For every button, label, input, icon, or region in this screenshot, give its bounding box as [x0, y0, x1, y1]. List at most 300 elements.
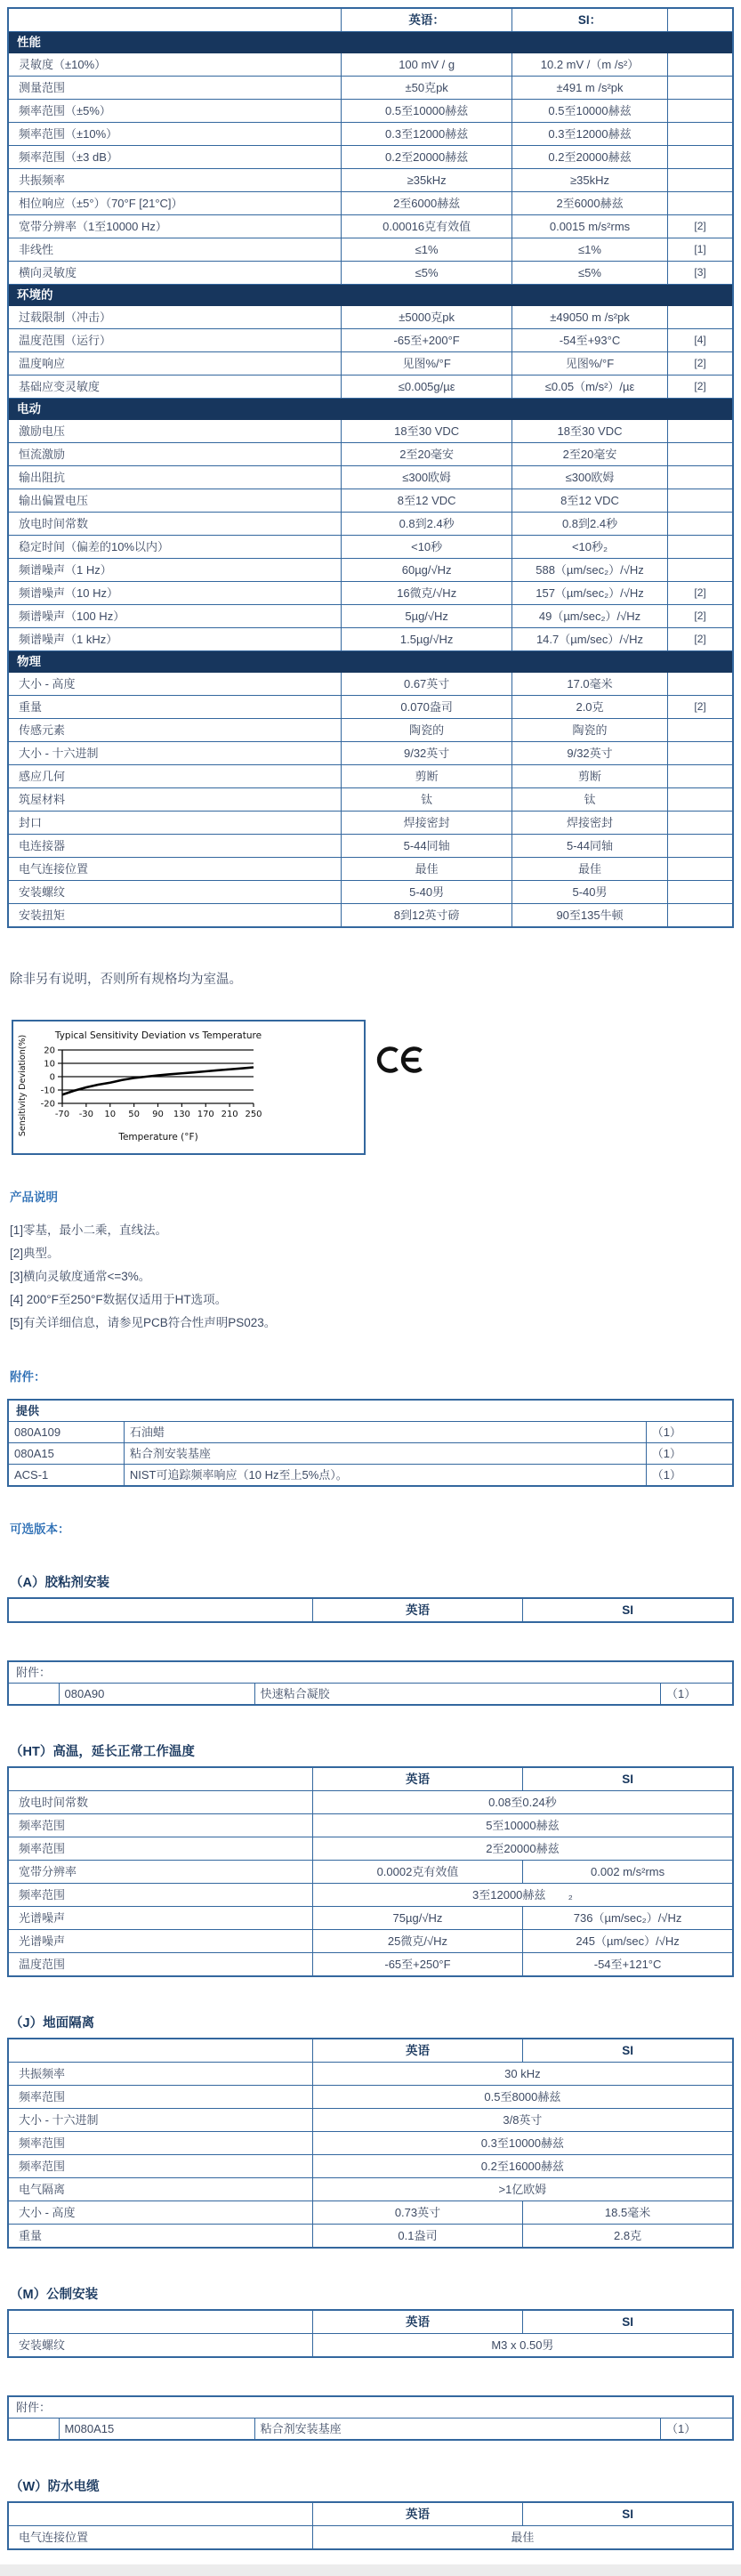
product-notes-list [10, 1219, 734, 1335]
spec-si-cell: <10秒₂ [511, 536, 667, 559]
spec-row [8, 812, 733, 835]
spec-si-cell: 0.002 m/s²rms [523, 1861, 733, 1884]
spec-en-cell: 8至12 VDC [342, 489, 512, 513]
spec-note-cell [668, 559, 733, 582]
spec-si-cell: ≥35kHz [511, 169, 667, 192]
spec-label-cell: 大小 - 高度 [8, 2201, 312, 2225]
chart-x-tick-label: 50 [128, 1110, 140, 1119]
acc-model-cell: 080A109 [8, 1422, 124, 1443]
spec-en-cell: 60µg/√Hz [342, 559, 512, 582]
spec-row [8, 2155, 733, 2178]
temperature-chart [12, 1020, 366, 1155]
acc-header-label: 附件： [8, 2396, 733, 2419]
chart-y-tick-label: -10 [40, 1086, 55, 1096]
spec-si-cell: 18.5毫米 [523, 2201, 733, 2225]
spec-en-cell: 0.1盎司 [312, 2225, 522, 2249]
spec-en-cell: 2至6000赫兹 [342, 192, 512, 215]
spec-en-cell: 0.0002克有效值 [312, 1861, 522, 1884]
spec-label-cell: 频谱噪声（100 Hz） [8, 605, 342, 628]
col-header-si: SI [523, 1598, 733, 1622]
spec-en-cell: 焊接密封 [342, 812, 512, 835]
spec-row [8, 628, 733, 651]
spec-row [8, 2109, 733, 2132]
option-accessories-table-M [7, 2395, 734, 2441]
spec-label-cell: 宽带分辨率 [8, 1861, 312, 1884]
spec-si-cell: -54至+93°C [511, 329, 667, 352]
chart-x-tick-label: 130 [173, 1110, 190, 1119]
spec-note-cell [668, 306, 733, 329]
ce-letter-e [403, 1049, 421, 1071]
column-header-row [8, 1767, 733, 1791]
spec-en-cell: 0.67英寸 [342, 673, 512, 696]
spec-value-cell: 2至20000赫兹 [312, 1837, 733, 1861]
spec-value-cell: 5至10000赫兹 [312, 1814, 733, 1837]
spec-si-cell: 剪断 [511, 765, 667, 788]
col-header-english: 英语 [312, 2039, 522, 2063]
section-band-label: 性能 [8, 32, 733, 53]
spec-en-cell: 见图%/°F [342, 352, 512, 375]
spec-row [8, 420, 733, 443]
spec-note-cell [668, 77, 733, 100]
spec-row [8, 2225, 733, 2249]
spec-label-cell: 温度范围（运行） [8, 329, 342, 352]
spec-label-cell: 电连接器 [8, 835, 342, 858]
chart-y-label: Sensitivity Deviation(%) [18, 1034, 28, 1137]
spec-note-cell [668, 192, 733, 215]
spec-label-cell: 基础应变灵敏度 [8, 375, 342, 399]
acc-qty-cell: （1） [646, 1465, 733, 1487]
spec-row [8, 1907, 733, 1930]
spec-row [8, 443, 733, 466]
spec-note-cell [668, 788, 733, 812]
col-header-english: 英语： [342, 8, 512, 32]
spec-value-cell: 3至12000赫兹 ₂ [312, 1884, 733, 1907]
spec-note-cell: [2] [668, 628, 733, 651]
spec-note-cell: [3] [668, 262, 733, 285]
spec-si-cell: ≤300欧姆 [511, 466, 667, 489]
spec-row [8, 489, 733, 513]
spec-label-cell: 频率范围（±3 dB） [8, 146, 342, 169]
spec-en-cell: 最佳 [342, 858, 512, 881]
spec-row [8, 329, 733, 352]
chart-x-tick-label: -70 [54, 1110, 70, 1119]
spec-label-cell: 频谱噪声（10 Hz） [8, 582, 342, 605]
spec-si-cell: 49（µm/sec₂）/√Hz [511, 605, 667, 628]
spec-note-cell [668, 100, 733, 123]
spec-si-cell: ≤0.05（m/s²）/µε [511, 375, 667, 399]
spec-note-cell: [2] [668, 215, 733, 238]
spec-si-cell: 见图%/°F [511, 352, 667, 375]
spec-note-cell [668, 146, 733, 169]
acc-model-cell: M080A15 [59, 2419, 254, 2441]
spec-en-cell: 2至20毫安 [342, 443, 512, 466]
spec-en-cell: 16微克/√Hz [342, 582, 512, 605]
col-header-si: SI： [511, 8, 667, 32]
option-title-M: （M）公制安装 [10, 2288, 99, 2302]
spec-note-cell [668, 812, 733, 835]
spec-si-cell: -54至+121°C [523, 1953, 733, 1977]
spec-en-cell: 8到12英寸磅 [342, 904, 512, 928]
spec-note-cell [668, 835, 733, 858]
spec-row [8, 719, 733, 742]
spec-en-cell: ±50克pk [342, 77, 512, 100]
spec-note-cell [668, 513, 733, 536]
spec-row [8, 696, 733, 719]
spec-label-cell: 频率范围 [8, 1814, 312, 1837]
spec-si-cell: 17.0毫米 [511, 673, 667, 696]
spec-si-cell: ≤5% [511, 262, 667, 285]
spec-si-cell: 90至135牛顿 [511, 904, 667, 928]
chart-x-tick-label: 90 [152, 1110, 164, 1119]
spec-note-cell [668, 742, 733, 765]
col-header-si: SI [523, 2310, 733, 2334]
corner-cell [8, 2502, 312, 2526]
spec-si-cell: 245（µm/sec）/√Hz [523, 1930, 733, 1953]
spec-row [8, 1861, 733, 1884]
spec-row [8, 858, 733, 881]
spec-si-cell: 9/32英寸 [511, 742, 667, 765]
spec-en-cell: 0.8到2.4秒 [342, 513, 512, 536]
spec-note-cell [668, 443, 733, 466]
spec-en-cell: 5-44同轴 [342, 835, 512, 858]
spec-si-cell: 157（µm/sec₂）/√Hz [511, 582, 667, 605]
spec-en-cell: ≤5% [342, 262, 512, 285]
spec-value-cell: >1亿欧姆 [312, 2178, 733, 2201]
spec-note-cell [668, 53, 733, 77]
spec-label-cell: 筑屋材料 [8, 788, 342, 812]
acc-desc-cell: 粘合剂安装基座 [124, 1443, 646, 1465]
option-table-A [7, 1597, 734, 1623]
spec-label-cell: 输出偏置电压 [8, 489, 342, 513]
spec-row [8, 262, 733, 285]
supplied-accessories-table [7, 1399, 734, 1487]
spec-row [8, 53, 733, 77]
spec-label-cell: 共振频率 [8, 169, 342, 192]
acc-indent-cell [8, 1684, 59, 1706]
acc-desc-cell: 石油蜡 [124, 1422, 646, 1443]
spec-row [8, 2334, 733, 2358]
spec-en-cell: 0.2至20000赫兹 [342, 146, 512, 169]
spec-en-cell: 0.5至10000赫兹 [342, 100, 512, 123]
spec-row [8, 352, 733, 375]
section-band-label: 环境的 [8, 285, 733, 306]
column-header-row [8, 2310, 733, 2334]
option-section-HT [7, 1741, 734, 1977]
spec-si-cell: 最佳 [511, 858, 667, 881]
spec-si-cell: 0.0015 m/s²rms [511, 215, 667, 238]
spec-label-cell: 电气连接位置 [8, 858, 342, 881]
chart-title: Typical Sensitivity Deviation vs Temperature [54, 1030, 262, 1041]
column-header-row [8, 8, 733, 32]
spec-label-cell: 测量范围 [8, 77, 342, 100]
spec-label-cell: 大小 - 十六进制 [8, 2109, 312, 2132]
spec-row [8, 2063, 733, 2086]
spec-en-cell: 5µg/√Hz [342, 605, 512, 628]
ce-logo [376, 1043, 428, 1077]
note-item: [1]零基，最小二乘，直线法。 [10, 1223, 168, 1237]
acc-desc-cell: 粘合剂安装基座 [254, 2419, 660, 2441]
chart-x-label: Temperature (°F) [118, 1132, 198, 1143]
section-band [8, 285, 733, 306]
spec-label-cell: 感应几何 [8, 765, 342, 788]
corner-cell [8, 8, 342, 32]
note-item: [5]有关详细信息，请参见PCB符合性声明PS023。 [10, 1316, 277, 1329]
options-container [7, 1572, 734, 2550]
spec-row [8, 215, 733, 238]
acc-qty-cell: （1） [646, 1443, 733, 1465]
spec-en-cell: 0.070盎司 [342, 696, 512, 719]
spec-label-cell: 电气连接位置 [8, 2526, 312, 2550]
acc-qty-cell: （1） [646, 1422, 733, 1443]
spec-note-cell: [2] [668, 352, 733, 375]
acc-row [8, 1684, 733, 1706]
spec-value-cell: 30 kHz [312, 2063, 733, 2086]
spec-en-cell: 1.5µg/√Hz [342, 628, 512, 651]
spec-label-cell: 温度响应 [8, 352, 342, 375]
spec-row [8, 2201, 733, 2225]
spec-en-cell: 100 mV / g [342, 53, 512, 77]
acc-qty-cell: （1） [660, 2419, 733, 2441]
section-band [8, 651, 733, 673]
chart-y-tick-label: 20 [44, 1046, 55, 1056]
spec-si-cell: 0.2至20000赫兹 [511, 146, 667, 169]
spec-en-cell: 18至30 VDC [342, 420, 512, 443]
acc-row [8, 1443, 733, 1465]
spec-row [8, 582, 733, 605]
acc-model-cell: 080A90 [59, 1684, 254, 1706]
spec-row [8, 765, 733, 788]
chart-x-tick-label: 210 [221, 1110, 238, 1119]
note-item: [3]横向灵敏度通常<=3%。 [10, 1270, 151, 1283]
spec-note-cell [668, 858, 733, 881]
chart-x-tick-label: 10 [104, 1110, 117, 1119]
spec-value-cell: 最佳 [312, 2526, 733, 2550]
col-header-si: SI [523, 2502, 733, 2526]
spec-note-cell [668, 169, 733, 192]
spec-si-cell: 0.5至10000赫兹 [511, 100, 667, 123]
spec-label-cell: 传感元素 [8, 719, 342, 742]
spec-label-cell: 温度范围 [8, 1953, 312, 1977]
option-section-M [7, 2284, 734, 2441]
spec-value-cell: 0.2至16000赫兹 [312, 2155, 733, 2178]
spec-si-cell: 焊接密封 [511, 812, 667, 835]
spec-en-cell: ±5000克pk [342, 306, 512, 329]
spec-row [8, 146, 733, 169]
spec-label-cell: 宽带分辨率（1至10000 Hz） [8, 215, 342, 238]
ce-mark-icon [376, 1043, 428, 1081]
spec-row [8, 375, 733, 399]
spec-label-cell: 频率范围（±10%） [8, 123, 342, 146]
acc-model-cell: ACS-1 [8, 1465, 124, 1487]
spec-note-cell [668, 765, 733, 788]
spec-label-cell: 电气隔离 [8, 2178, 312, 2201]
acc-header-row [8, 2396, 733, 2419]
spec-si-cell: 0.8到2.4秒 [511, 513, 667, 536]
spec-note-cell [668, 881, 733, 904]
section-band [8, 399, 733, 420]
spec-row [8, 881, 733, 904]
spec-en-cell: -65至+200°F [342, 329, 512, 352]
spec-note-cell [668, 719, 733, 742]
spec-label-cell: 频谱噪声（1 kHz） [8, 628, 342, 651]
spec-row [8, 742, 733, 765]
spec-si-cell: 2至6000赫兹 [511, 192, 667, 215]
spec-label-cell: 过载限制（冲击） [8, 306, 342, 329]
spec-row [8, 192, 733, 215]
chart-x-tick-label: 250 [245, 1110, 262, 1119]
spec-note-cell [668, 904, 733, 928]
main-spec-table [7, 7, 734, 928]
spec-label-cell: 恒流激励 [8, 443, 342, 466]
acc-row [8, 1422, 733, 1443]
acc-header-label: 提供 [8, 1400, 733, 1422]
column-header-row [8, 2502, 733, 2526]
spec-note-cell: [2] [668, 582, 733, 605]
spec-en-cell: 5-40男 [342, 881, 512, 904]
spec-label-cell: 激励电压 [8, 420, 342, 443]
column-header-row [8, 1598, 733, 1622]
acc-header-row [8, 1400, 733, 1422]
spec-en-cell: ≤1% [342, 238, 512, 262]
spec-row [8, 1837, 733, 1861]
option-accessories-table-A [7, 1660, 734, 1706]
spec-en-cell: ≥35kHz [342, 169, 512, 192]
spec-label-cell: 共振频率 [8, 2063, 312, 2086]
spec-note-cell: [4] [668, 329, 733, 352]
product-notes-title: 产品说明 [10, 1191, 58, 1204]
spec-si-cell: 钛 [511, 788, 667, 812]
spec-label-cell: 频率范围 [8, 2132, 312, 2155]
corner-cell [8, 2039, 312, 2063]
spec-si-cell: ±491 m /s²pk [511, 77, 667, 100]
spec-row [8, 788, 733, 812]
spec-en-cell: 0.3至12000赫兹 [342, 123, 512, 146]
spec-en-cell: 25微克/√Hz [312, 1930, 522, 1953]
spec-en-cell: -65至+250°F [312, 1953, 522, 1977]
corner-cell [8, 1598, 312, 1622]
acc-header-row [8, 1661, 733, 1684]
spec-label-cell: 放电时间常数 [8, 513, 342, 536]
spec-en-cell: 75µg/√Hz [312, 1907, 522, 1930]
spec-label-cell: 大小 - 十六进制 [8, 742, 342, 765]
col-header-si: SI [523, 1767, 733, 1791]
spec-label-cell: 光谱噪声 [8, 1907, 312, 1930]
spec-en-cell: ≤300欧姆 [342, 466, 512, 489]
spec-row [8, 77, 733, 100]
spec-row [8, 1930, 733, 1953]
spec-label-cell: 频率范围 [8, 1884, 312, 1907]
spec-value-cell: M3 x 0.50男 [312, 2334, 733, 2358]
spec-label-cell: 灵敏度（±10%） [8, 53, 342, 77]
spec-label-cell: 相位响应（±5°）（70°F [21°C]） [8, 192, 342, 215]
spec-si-cell: 陶瓷的 [511, 719, 667, 742]
spec-note-cell [668, 466, 733, 489]
spec-si-cell: 8至12 VDC [511, 489, 667, 513]
spec-row [8, 1814, 733, 1837]
spec-si-cell: 2至20毫安 [511, 443, 667, 466]
option-table-M [7, 2309, 734, 2358]
accessories-title: 附件： [10, 1370, 46, 1384]
spec-si-cell: ±49050 m /s²pk [511, 306, 667, 329]
spec-label-cell: 大小 - 高度 [8, 673, 342, 696]
section-band-label: 物理 [8, 651, 733, 673]
spec-label-cell: 重量 [8, 2225, 312, 2249]
spec-si-cell: ≤1% [511, 238, 667, 262]
spec-label-cell: 安装扭矩 [8, 904, 342, 928]
acc-model-cell: 080A15 [8, 1443, 124, 1465]
sensitivity-deviation-chart [13, 1022, 364, 1153]
page-bottom-strip [0, 2564, 741, 2576]
spec-label-cell: 安装螺纹 [8, 2334, 312, 2358]
col-header-si: SI [523, 2039, 733, 2063]
spec-row [8, 536, 733, 559]
spec-en-cell: ≤0.005g/µε [342, 375, 512, 399]
spec-row [8, 513, 733, 536]
spec-label-cell: 封口 [8, 812, 342, 835]
col-header-english: 英语 [312, 2310, 522, 2334]
spec-si-cell: 2.8克 [523, 2225, 733, 2249]
spec-row [8, 559, 733, 582]
acc-qty-cell: （1） [660, 1684, 733, 1706]
spec-si-cell: 2.0克 [511, 696, 667, 719]
chart-y-tick-label: -20 [40, 1099, 55, 1110]
spec-si-cell: 5-40男 [511, 881, 667, 904]
col-header-english: 英语 [312, 1767, 522, 1791]
option-title-W: （W）防水电缆 [10, 2480, 100, 2494]
spec-row [8, 2086, 733, 2109]
option-table-J [7, 2038, 734, 2249]
note-item: [2]典型。 [10, 1247, 60, 1260]
option-section-J [7, 2013, 734, 2249]
spec-label-cell: 放电时间常数 [8, 1791, 312, 1814]
spec-row [8, 1791, 733, 1814]
acc-row [8, 1465, 733, 1487]
spec-row [8, 169, 733, 192]
spec-label-cell: 频率范围 [8, 2086, 312, 2109]
spec-note-cell: [2] [668, 696, 733, 719]
spec-row [8, 605, 733, 628]
spec-row [8, 835, 733, 858]
spec-si-cell: 5-44同轴 [511, 835, 667, 858]
spec-note-cell [668, 673, 733, 696]
option-table-HT [7, 1766, 734, 1977]
corner-cell [8, 2310, 312, 2334]
spec-note-cell [668, 489, 733, 513]
option-section-A [7, 1572, 734, 1706]
spec-row [8, 904, 733, 928]
chart-and-ce-row [12, 1020, 734, 1155]
spec-en-cell: 陶瓷的 [342, 719, 512, 742]
spec-en-cell: 钛 [342, 788, 512, 812]
spec-si-cell: 736（µm/sec₂）/√Hz [523, 1907, 733, 1930]
chart-x-tick-label: -30 [78, 1110, 94, 1119]
spec-en-cell: 剪断 [342, 765, 512, 788]
column-header-row [8, 2039, 733, 2063]
spec-en-cell: <10秒 [342, 536, 512, 559]
spec-note-cell [668, 420, 733, 443]
option-title-HT: （HT）高温，延长正常工作温度 [10, 1745, 195, 1759]
spec-row [8, 100, 733, 123]
col-header-english: 英语 [312, 2502, 522, 2526]
chart-y-tick-label: 10 [44, 1059, 55, 1070]
section-band [8, 32, 733, 53]
spec-note-cell: [2] [668, 375, 733, 399]
spec-label-cell: 横向灵敏度 [8, 262, 342, 285]
acc-row [8, 2419, 733, 2441]
ce-letter-c [379, 1049, 397, 1071]
spec-label-cell: 频率范围 [8, 2155, 312, 2178]
spec-si-cell: 10.2 mV /（m /s²） [511, 53, 667, 77]
